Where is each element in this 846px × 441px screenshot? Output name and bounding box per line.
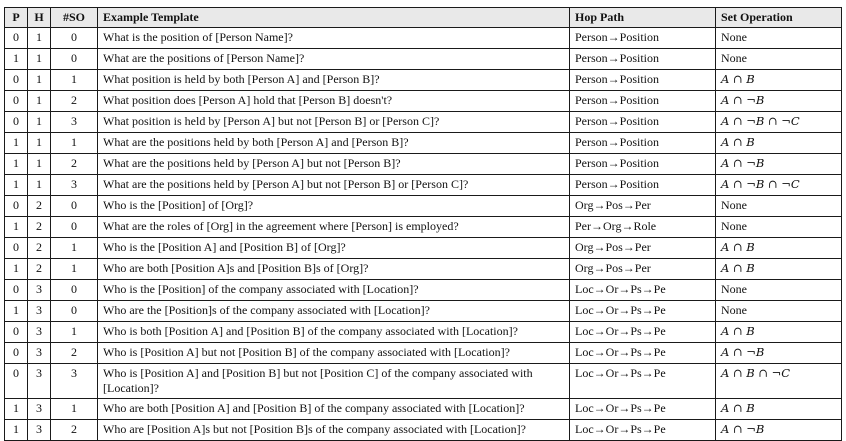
cell-h: 1 <box>28 70 51 91</box>
cell-h: 3 <box>28 399 51 420</box>
table-row <box>5 217 842 238</box>
cell-hop-path: Person→Position <box>570 112 716 133</box>
table-row <box>5 364 842 399</box>
cell-so: 3 <box>51 112 98 133</box>
cell-p: 1 <box>5 49 28 70</box>
table-row <box>5 420 842 441</box>
cell-set-operation: A ∩ ¬B <box>716 91 842 112</box>
table-row <box>5 28 842 49</box>
cell-p: 0 <box>5 196 28 217</box>
cell-h: 3 <box>28 322 51 343</box>
cell-p: 0 <box>5 112 28 133</box>
cell-template: What position is held by [Person A] but not [Person B] or [Person C]? <box>98 112 570 133</box>
cell-h: 1 <box>28 154 51 175</box>
cell-set-operation: A ∩ B <box>716 133 842 154</box>
cell-so: 3 <box>51 175 98 196</box>
cell-template: What are the roles of [Org] in the agreement where [Person] is employed? <box>98 217 570 238</box>
cell-p: 1 <box>5 217 28 238</box>
cell-set-operation: None <box>716 280 842 301</box>
cell-set-operation: A ∩ B <box>716 238 842 259</box>
cell-p: 0 <box>5 322 28 343</box>
table-row <box>5 154 842 175</box>
header-h: H <box>28 8 51 28</box>
header-so: #SO <box>51 8 98 28</box>
cell-hop-path: Person→Position <box>570 154 716 175</box>
cell-h: 3 <box>28 301 51 322</box>
cell-template: Who are the [Position]s of the company associated with [Location]? <box>98 301 570 322</box>
table-row <box>5 70 842 91</box>
cell-hop-path: Loc→Or→Ps→Pe <box>570 399 716 420</box>
header-template: Example Template <box>98 8 570 28</box>
table-row <box>5 399 842 420</box>
cell-template: What are the positions of [Person Name]? <box>98 49 570 70</box>
cell-hop-path: Per→Org→Role <box>570 217 716 238</box>
cell-hop-path: Org→Pos→Per <box>570 196 716 217</box>
table-row <box>5 196 842 217</box>
cell-so: 1 <box>51 399 98 420</box>
cell-so: 1 <box>51 133 98 154</box>
cell-p: 0 <box>5 91 28 112</box>
cell-template: Who is [Position A] and [Position B] but not [Position C] of the company associated with [Location]? <box>98 364 570 399</box>
cell-h: 3 <box>28 420 51 441</box>
table-row <box>5 322 842 343</box>
cell-hop-path: Org→Pos→Per <box>570 238 716 259</box>
cell-h: 3 <box>28 343 51 364</box>
cell-h: 1 <box>28 133 51 154</box>
cell-set-operation: A ∩ B <box>716 399 842 420</box>
cell-hop-path: Loc→Or→Ps→Pe <box>570 343 716 364</box>
cell-template: Who are both [Position A] and [Position B] of the company associated with [Location]? <box>98 399 570 420</box>
cell-hop-path: Person→Position <box>570 133 716 154</box>
cell-hop-path: Loc→Or→Ps→Pe <box>570 322 716 343</box>
cell-p: 0 <box>5 343 28 364</box>
cell-template: What position is held by both [Person A] and [Person B]? <box>98 70 570 91</box>
cell-h: 1 <box>28 49 51 70</box>
cell-h: 2 <box>28 217 51 238</box>
cell-hop-path: Person→Position <box>570 49 716 70</box>
cell-set-operation: None <box>716 49 842 70</box>
cell-template: Who is the [Position A] and [Position B] of [Org]? <box>98 238 570 259</box>
header-row <box>5 8 842 28</box>
cell-hop-path: Loc→Or→Ps→Pe <box>570 364 716 399</box>
cell-p: 0 <box>5 70 28 91</box>
table-row <box>5 343 842 364</box>
cell-template: Who are [Position A]s but not [Position B]s of the company associated with [Location]? <box>98 420 570 441</box>
table-row <box>5 301 842 322</box>
cell-p: 1 <box>5 175 28 196</box>
cell-p: 1 <box>5 301 28 322</box>
cell-set-operation: A ∩ ¬B <box>716 154 842 175</box>
table-row <box>5 91 842 112</box>
cell-so: 3 <box>51 364 98 399</box>
cell-h: 3 <box>28 364 51 399</box>
cell-hop-path: Person→Position <box>570 70 716 91</box>
cell-so: 1 <box>51 70 98 91</box>
cell-so: 1 <box>51 322 98 343</box>
cell-p: 1 <box>5 420 28 441</box>
cell-h: 1 <box>28 175 51 196</box>
cell-template: What is the position of [Person Name]? <box>98 28 570 49</box>
cell-so: 0 <box>51 301 98 322</box>
cell-set-operation: A ∩ ¬B <box>716 343 842 364</box>
table-row <box>5 112 842 133</box>
cell-h: 2 <box>28 259 51 280</box>
header-hop-path: Hop Path <box>570 8 716 28</box>
cell-set-operation: A ∩ ¬B <box>716 420 842 441</box>
cell-template: What position does [Person A] hold that [Person B] doesn't? <box>98 91 570 112</box>
cell-set-operation: A ∩ B <box>716 70 842 91</box>
cell-so: 0 <box>51 196 98 217</box>
cell-set-operation: A ∩ ¬B ∩ ¬C <box>716 175 842 196</box>
cell-p: 0 <box>5 28 28 49</box>
cell-hop-path: Org→Pos→Per <box>570 259 716 280</box>
cell-hop-path: Loc→Or→Ps→Pe <box>570 280 716 301</box>
table-row <box>5 259 842 280</box>
cell-set-operation: A ∩ B ∩ ¬C <box>716 364 842 399</box>
cell-set-operation: None <box>716 196 842 217</box>
cell-so: 1 <box>51 238 98 259</box>
cell-so: 0 <box>51 28 98 49</box>
cell-p: 1 <box>5 399 28 420</box>
cell-set-operation: A ∩ B <box>716 322 842 343</box>
cell-hop-path: Loc→Or→Ps→Pe <box>570 420 716 441</box>
header-p: P <box>5 8 28 28</box>
cell-p: 1 <box>5 133 28 154</box>
cell-p: 1 <box>5 259 28 280</box>
cell-set-operation: None <box>716 28 842 49</box>
cell-template: Who is [Position A] but not [Position B] of the company associated with [Location]? <box>98 343 570 364</box>
cell-template: Who are both [Position A]s and [Position B]s of [Org]? <box>98 259 570 280</box>
table-row <box>5 238 842 259</box>
cell-h: 1 <box>28 28 51 49</box>
cell-p: 0 <box>5 280 28 301</box>
cell-template: What are the positions held by [Person A] but not [Person B]? <box>98 154 570 175</box>
cell-p: 1 <box>5 154 28 175</box>
cell-hop-path: Person→Position <box>570 91 716 112</box>
cell-so: 2 <box>51 91 98 112</box>
cell-hop-path: Person→Position <box>570 175 716 196</box>
cell-template: Who is the [Position] of [Org]? <box>98 196 570 217</box>
table-row <box>5 175 842 196</box>
cell-h: 1 <box>28 91 51 112</box>
cell-hop-path: Person→Position <box>570 28 716 49</box>
cell-template: Who is both [Position A] and [Position B] of the company associated with [Location]? <box>98 322 570 343</box>
cell-so: 2 <box>51 154 98 175</box>
cell-p: 0 <box>5 364 28 399</box>
cell-set-operation: A ∩ ¬B ∩ ¬C <box>716 112 842 133</box>
cell-so: 0 <box>51 280 98 301</box>
cell-set-operation: None <box>716 301 842 322</box>
cell-so: 2 <box>51 343 98 364</box>
cell-h: 1 <box>28 112 51 133</box>
cell-template: What are the positions held by [Person A] but not [Person B] or [Person C]? <box>98 175 570 196</box>
cell-h: 2 <box>28 196 51 217</box>
cell-so: 1 <box>51 259 98 280</box>
table-row <box>5 280 842 301</box>
cell-h: 2 <box>28 238 51 259</box>
cell-p: 0 <box>5 238 28 259</box>
cell-so: 0 <box>51 217 98 238</box>
cell-set-operation: A ∩ B <box>716 259 842 280</box>
cell-set-operation: None <box>716 217 842 238</box>
cell-template: Who is the [Position] of the company associated with [Location]? <box>98 280 570 301</box>
header-set-operation: Set Operation <box>716 8 842 28</box>
cell-so: 0 <box>51 49 98 70</box>
cell-h: 3 <box>28 280 51 301</box>
cell-template: What are the positions held by both [Person A] and [Person B]? <box>98 133 570 154</box>
cell-hop-path: Loc→Or→Ps→Pe <box>570 301 716 322</box>
table-row <box>5 49 842 70</box>
table-body <box>5 28 842 441</box>
template-table <box>4 7 842 441</box>
table-row <box>5 133 842 154</box>
cell-so: 2 <box>51 420 98 441</box>
